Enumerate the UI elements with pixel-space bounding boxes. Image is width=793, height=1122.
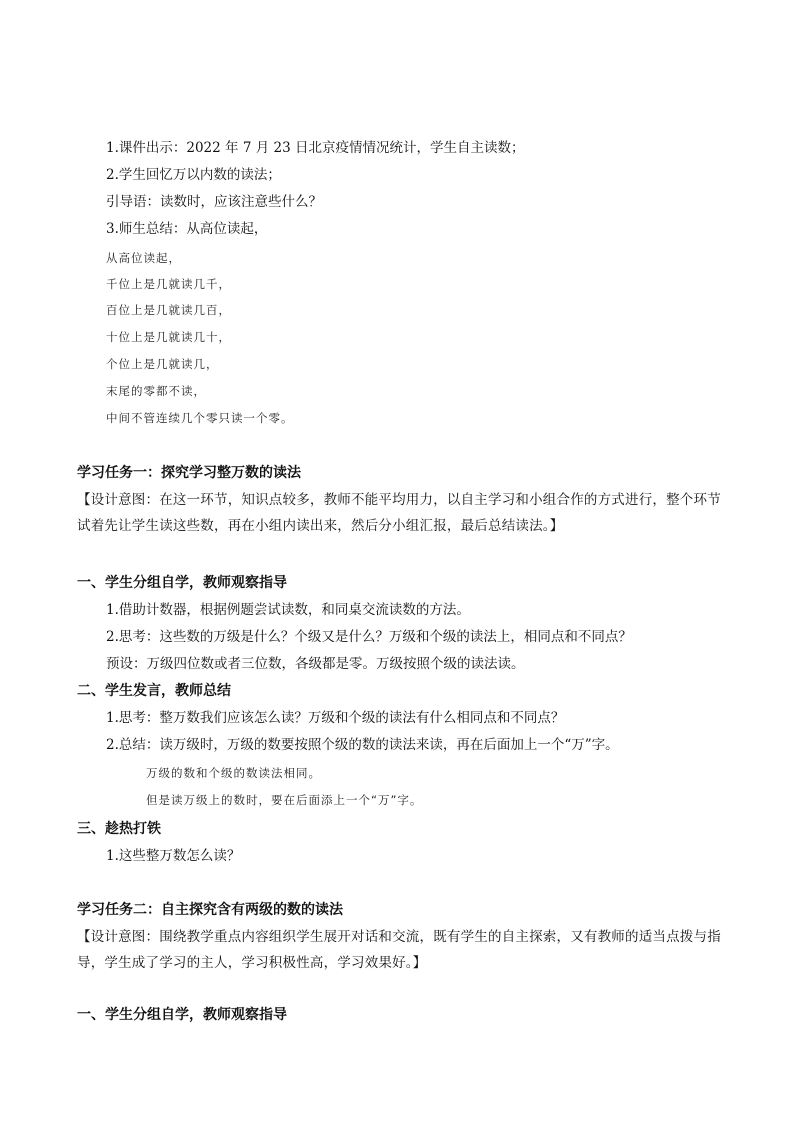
task1-section1-item2: 2.思考：这些数的万级是什么？个级又是什么？万级和个级的读法上，相同点和不同点？ — [106, 629, 632, 645]
task2-section1-title: 一、学生分组自学，教师观察指导 — [77, 1007, 287, 1023]
rule-line: 从高位读起， — [106, 251, 181, 265]
task1-section2-title: 二、学生发言，教师总结 — [77, 683, 231, 699]
intro-step-3: 3.师生总结：从高位读起， — [106, 221, 268, 237]
rule-line: 中间不管连续几个零只读一个零。 — [106, 411, 294, 425]
rule-line: 个位上是几就读几， — [106, 357, 219, 371]
intro-step-1: 1.课件出示：2022 年 7 月 23 日北京疫情情况统计，学生自主读数； — [106, 140, 525, 156]
task1-section2-item2: 2.总结：读万级时，万级的数要按照个级的数的读法来读，再在后面加上一个“万”字。 — [106, 737, 619, 753]
task1-section1-preset: 预设：万级四位数或者三位数，各级都是零。万级按照个级的读法读。 — [106, 656, 525, 672]
task1-section2-note2: 但是读万级上的数时，要在后面添上一个“万”字。 — [146, 793, 423, 807]
task1-section2-note1: 万级的数和个级的数读法相同。 — [146, 766, 321, 780]
rule-line: 末尾的零都不读， — [106, 384, 206, 398]
task1-design-intent: 【设计意图：在这一环节，知识点较多，教师不能平均用力，以自主学习和小组合作的方式进行，整个环节试着先让学生读这些数，再在小组内读出来，然后分小组汇报，最后总结读法。】 — [77, 492, 721, 534]
task1-title: 学习任务一：探究学习整万数的读法 — [77, 465, 301, 481]
task1-section2-item1: 1.思考：整万数我们应该怎么读？万级和个级的读法有什么相同点和不同点？ — [106, 710, 565, 726]
rule-line: 十位上是几就读几十， — [106, 330, 231, 344]
rule-line: 百位上是几就读几百， — [106, 303, 231, 317]
rule-line: 千位上是几就读几千， — [106, 277, 231, 291]
task1-section1-item1: 1.借助计数器，根据例题尝试读数，和同桌交流读数的方法。 — [106, 602, 470, 618]
intro-step-2: 2.学生回忆万以内数的读法； — [106, 167, 281, 183]
task1-section3-title: 三、趁热打铁 — [77, 821, 161, 837]
intro-guide: 引导语：读数时，应该注意些什么？ — [106, 194, 322, 210]
task1-section1-title: 一、学生分组自学，教师观察指导 — [77, 575, 287, 591]
task2-title: 学习任务二：自主探究含有两级的数的读法 — [77, 902, 343, 918]
task2-design-intent: 【设计意图：围绕教学重点内容组织学生展开对话和交流，既有学生的自主探索，又有教师的适当点拨与指导，学生成了学习的主人，学习积极性高，学习效果好。】 — [77, 929, 721, 971]
task1-section3-item1: 1.这些整万数怎么读？ — [106, 848, 241, 864]
